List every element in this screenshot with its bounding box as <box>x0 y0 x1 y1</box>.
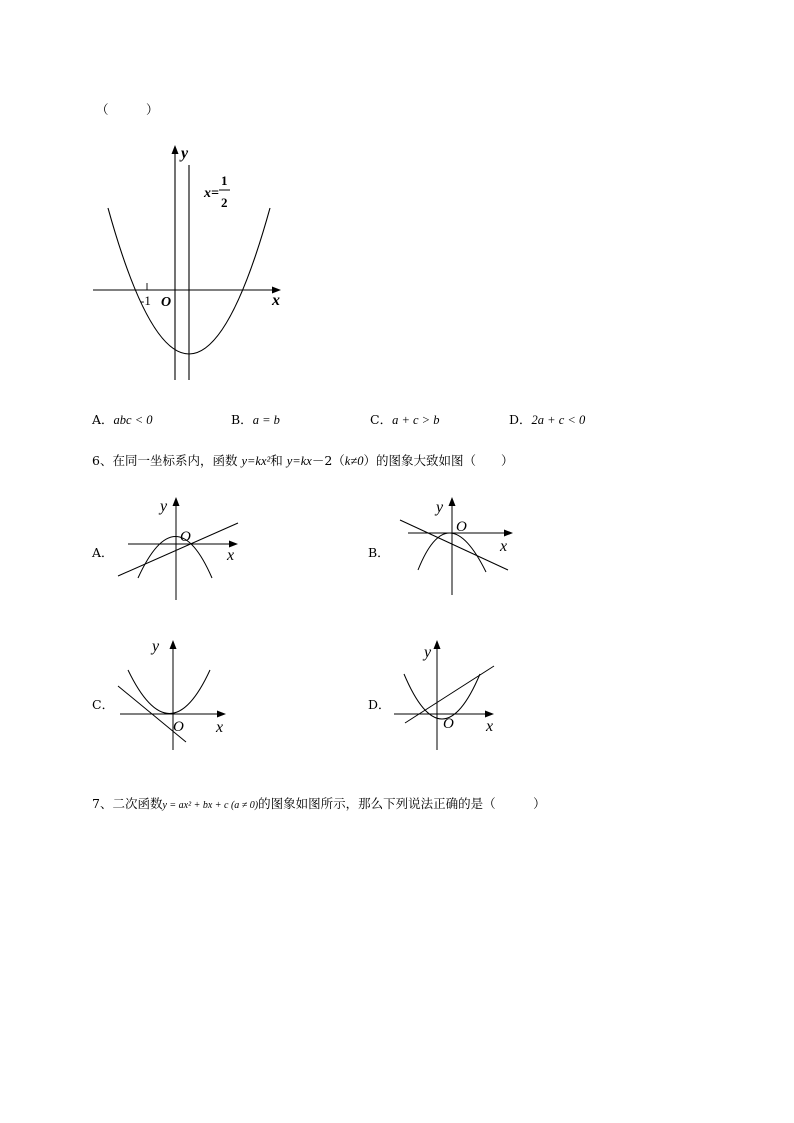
q6-a-x: x <box>227 547 235 564</box>
q5-axis-line-den: 2 <box>221 195 228 210</box>
q5-axis-line-lhs: x= <box>204 186 219 201</box>
q5-answer-bracket: （ ） <box>96 102 159 117</box>
q5-option-b[interactable] <box>231 410 280 428</box>
q5-option-d-letter: D． <box>509 412 532 427</box>
q6-b-o: O <box>456 519 467 535</box>
q6-a-y: y <box>160 498 168 515</box>
q6-c-o: O <box>173 719 184 735</box>
q7-number: 7、 <box>92 796 113 811</box>
q6-option-a-graph <box>110 490 250 610</box>
q6-text-3: －2（ <box>311 453 345 468</box>
q5-option-a[interactable] <box>92 410 153 428</box>
q7-text-2: 的图象如图所示，那么下列说法正确的是（ ） <box>258 796 546 811</box>
q5-option-b-math: a = b <box>252 413 280 427</box>
q6-func-1: y=kx² <box>241 454 271 468</box>
q5-option-b-letter: B． <box>231 412 253 427</box>
q6-cond: k≠0 <box>344 454 364 468</box>
q5-y-label: y <box>181 145 189 162</box>
q6-number: 6、 <box>92 453 113 468</box>
q5-option-c-math: a + c > b <box>392 413 440 427</box>
q6-b-x: x <box>500 538 508 555</box>
q5-option-a-letter: A． <box>92 412 114 427</box>
q5-option-d-math: 2a + c < 0 <box>531 413 586 427</box>
q7-text-1: 二次函数 <box>112 796 163 811</box>
q6-option-d-graph <box>390 632 530 762</box>
q5-option-c[interactable] <box>370 410 440 428</box>
q7-stem <box>92 794 546 812</box>
q6-option-c-graph <box>110 632 250 762</box>
q6-option-c-label[interactable]: C． <box>92 697 115 712</box>
q5-x-label: x <box>272 292 280 309</box>
q6-option-b-label[interactable]: B． <box>368 545 390 560</box>
q6-b-y: y <box>436 499 444 516</box>
q6-c-y: y <box>152 638 160 655</box>
q6-option-a-label[interactable]: A． <box>92 545 114 560</box>
q6-d-o: O <box>443 716 454 732</box>
q5-option-c-letter: C． <box>370 412 393 427</box>
q7-func: y = ax² + bx + c (a ≠ 0) <box>162 800 259 811</box>
q6-d-y: y <box>424 644 432 661</box>
q6-text-2: 和 <box>270 453 287 468</box>
q6-d-x: x <box>486 718 494 735</box>
q6-stem <box>92 451 513 469</box>
q5-option-d[interactable] <box>509 410 585 428</box>
q5-tick-label: -1 <box>140 293 151 308</box>
q6-option-d-label[interactable]: D． <box>368 697 391 712</box>
q6-a-o: O <box>180 529 191 545</box>
q5-origin-label: O <box>161 295 172 310</box>
q6-text-1: 在同一坐标系内，函数 <box>112 453 242 468</box>
q6-option-b-graph <box>390 490 530 610</box>
q5-option-a-math: abc < 0 <box>113 413 153 427</box>
q6-func-2: y=kx <box>286 454 312 468</box>
q5-axis-line-num: 1 <box>221 173 228 188</box>
q6-text-4: ）的图象大致如图（ ） <box>363 453 514 468</box>
q5-parabola-graph <box>90 140 290 390</box>
q6-c-x: x <box>216 719 224 736</box>
